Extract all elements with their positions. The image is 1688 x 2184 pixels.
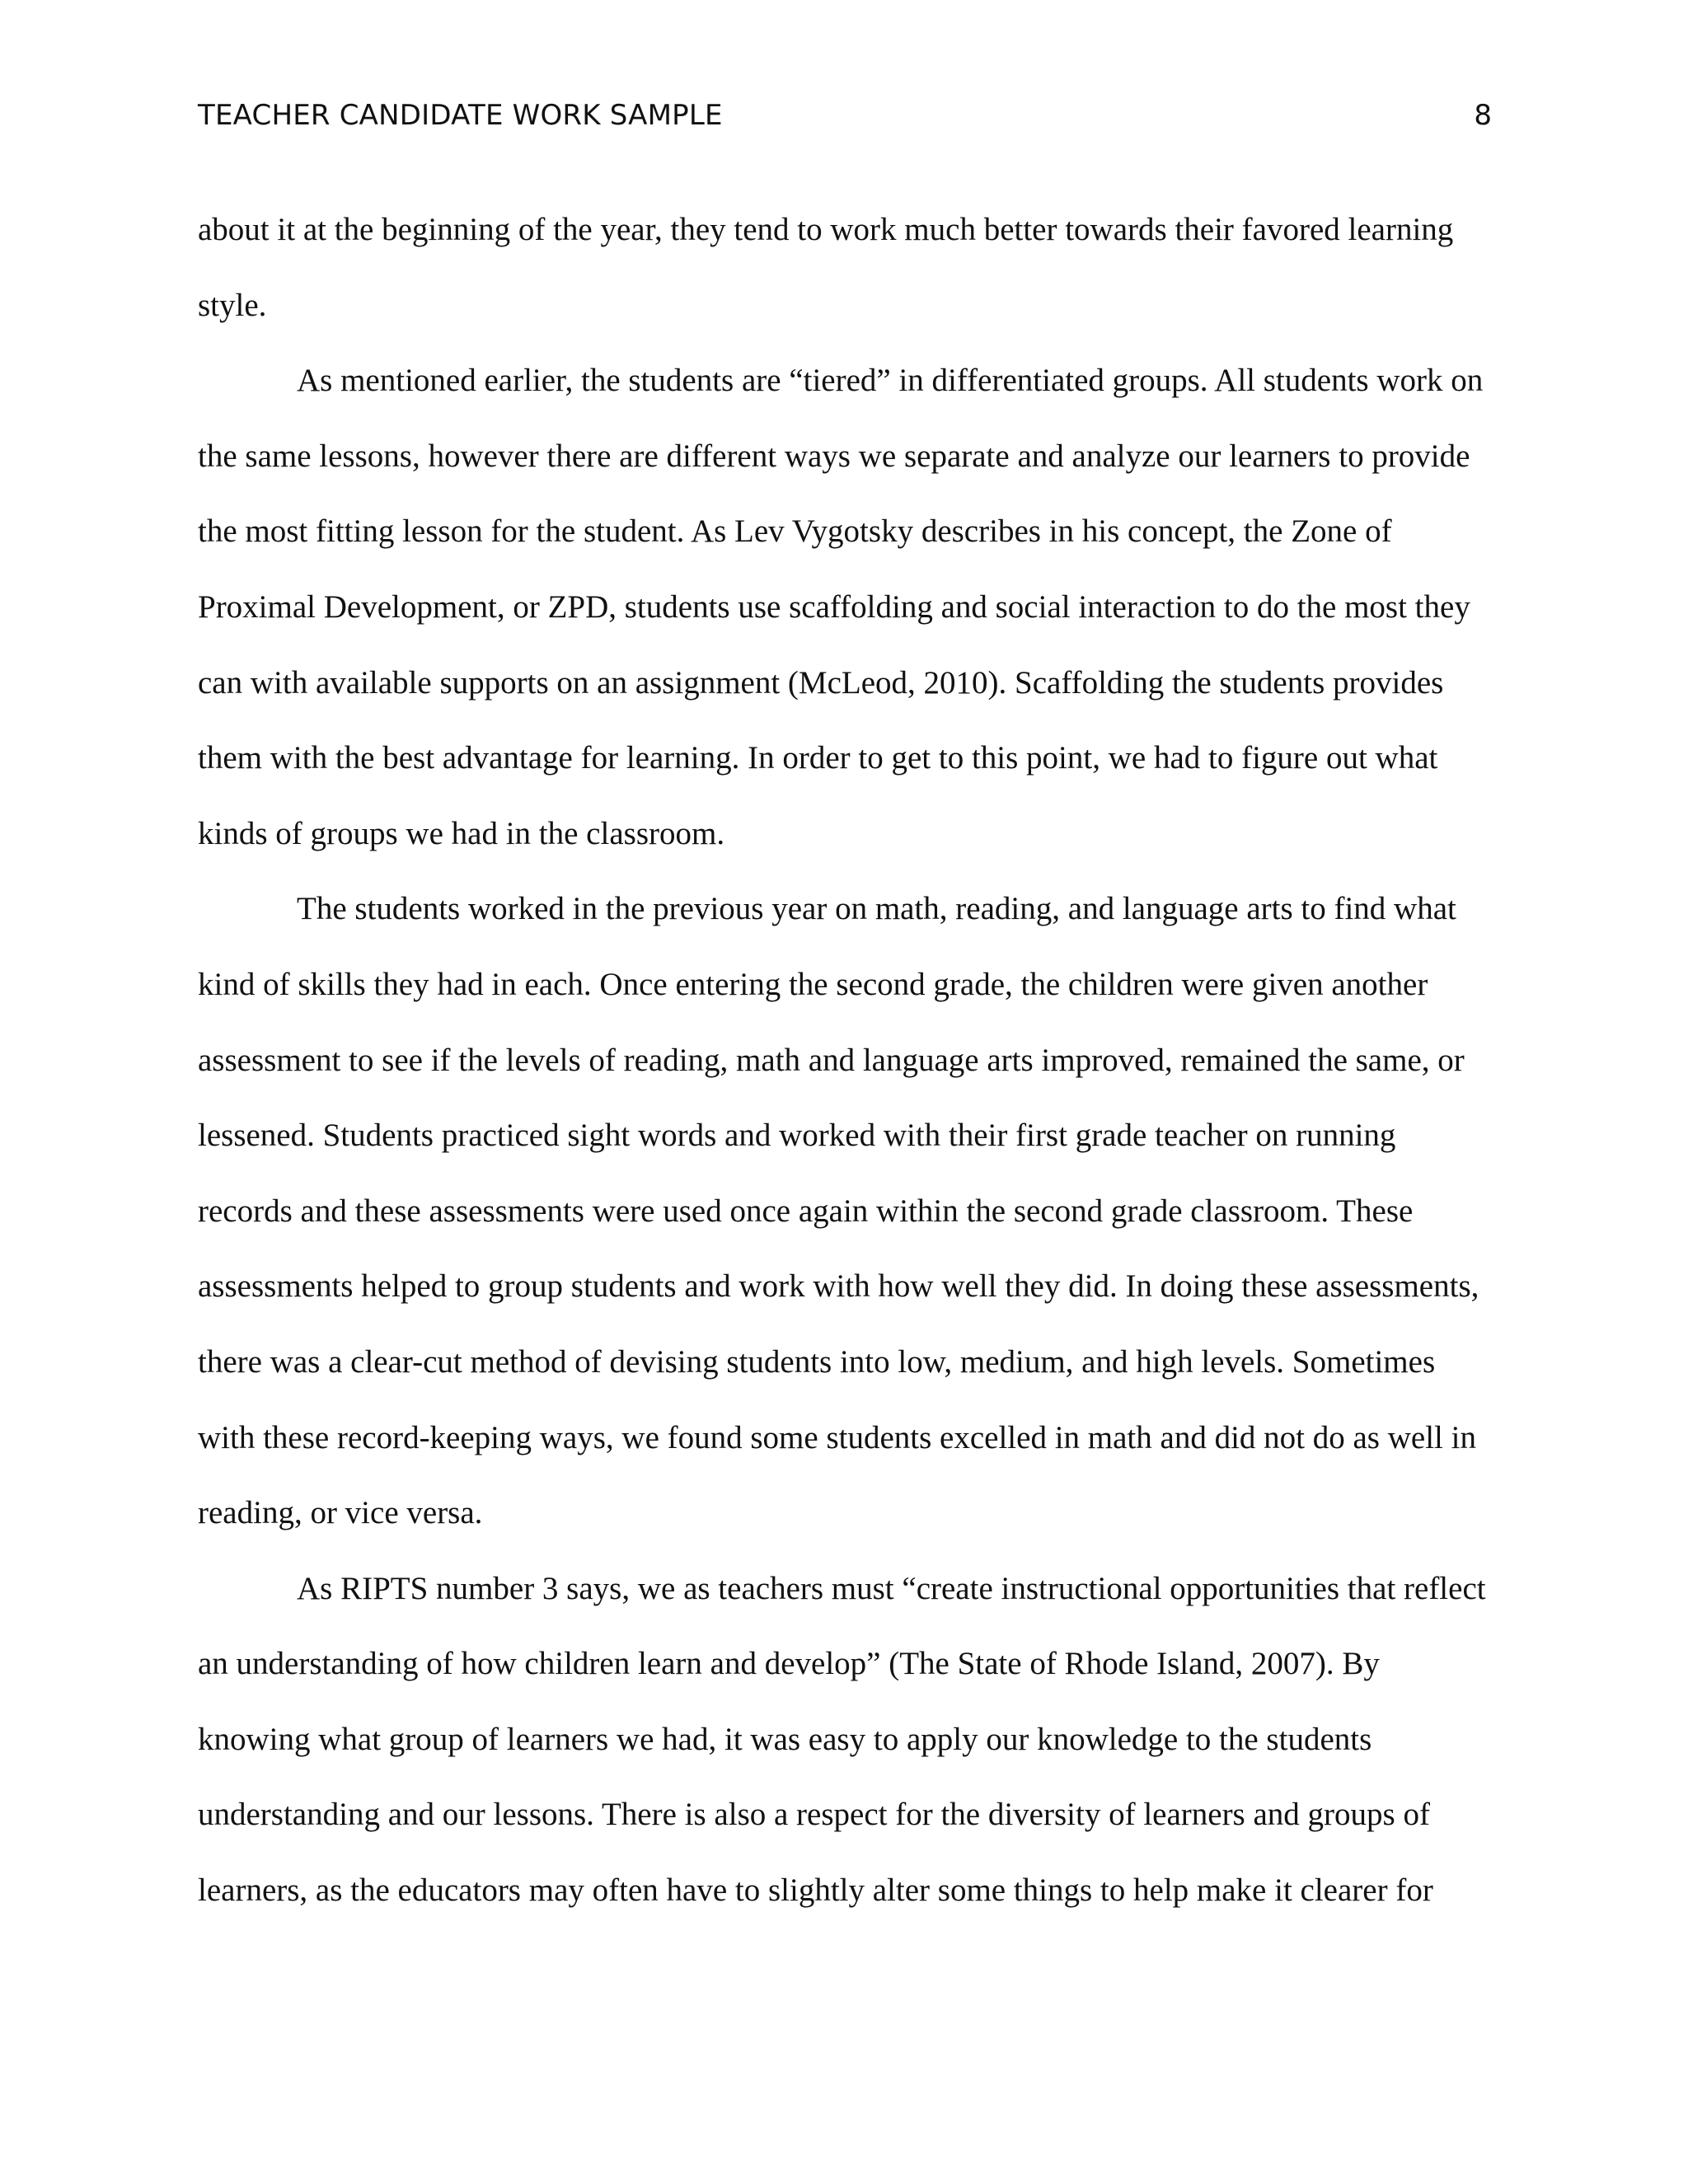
paragraph-continued: about it at the beginning of the year, they tend to work much better towards their favored learning style. <box>198 212 1454 323</box>
paragraph-assessments: The students worked in the previous year on math, reading, and language arts to find what kind of skills they had in each. Once entering the second grade, the children were given another assessment to see if the levels of reading, math and language arts improved, remained the same, or lessened. Students practiced sight words and worked with their first grade teacher on running records and these assessments were used once again within the second grade classroom. These assessments helped to group students and work with how well they did. In doing these assessments, there was a clear-cut method of devising students into low, medium, and high levels. Sometimes with these record-keeping ways, we found some students excelled in math and did not do as well in reading, or vice versa. <box>198 891 1479 1531</box>
page-number: 8 <box>1474 99 1492 132</box>
page-header <box>198 99 1492 145</box>
body-text <box>198 192 1497 1929</box>
paragraph-tiered-groups: As mentioned earlier, the students are “tiered” in differentiated groups. All students work on the same lessons, however there are different ways we separate and analyze our learners to provide the most fitting lesson for the student. As Lev Vygotsky describes in his concept, the Zone of Proximal Development, or ZPD, students use scaffolding and social interaction to do the most they can with available supports on an assignment (McLeod, 2010). Scaffolding the students provides them with the best advantage for learning. In order to get to this point, we had to figure out what kinds of groups we had in the classroom. <box>198 363 1484 851</box>
running-head: TEACHER CANDIDATE WORK SAMPLE <box>198 99 723 132</box>
paragraph-ripts: As RIPTS number 3 says, we as teachers must “create instructional opportunities that reflect an understanding of how children learn and develop” (The State of Rhode Island, 2007). By knowing what group of learners we had, it was easy to apply our knowledge to the students understanding and our lessons. There is also a respect for the diversity of learners and groups of learners, as the educators may often have to slightly alter some things to help make it clearer for <box>198 1570 1486 1909</box>
